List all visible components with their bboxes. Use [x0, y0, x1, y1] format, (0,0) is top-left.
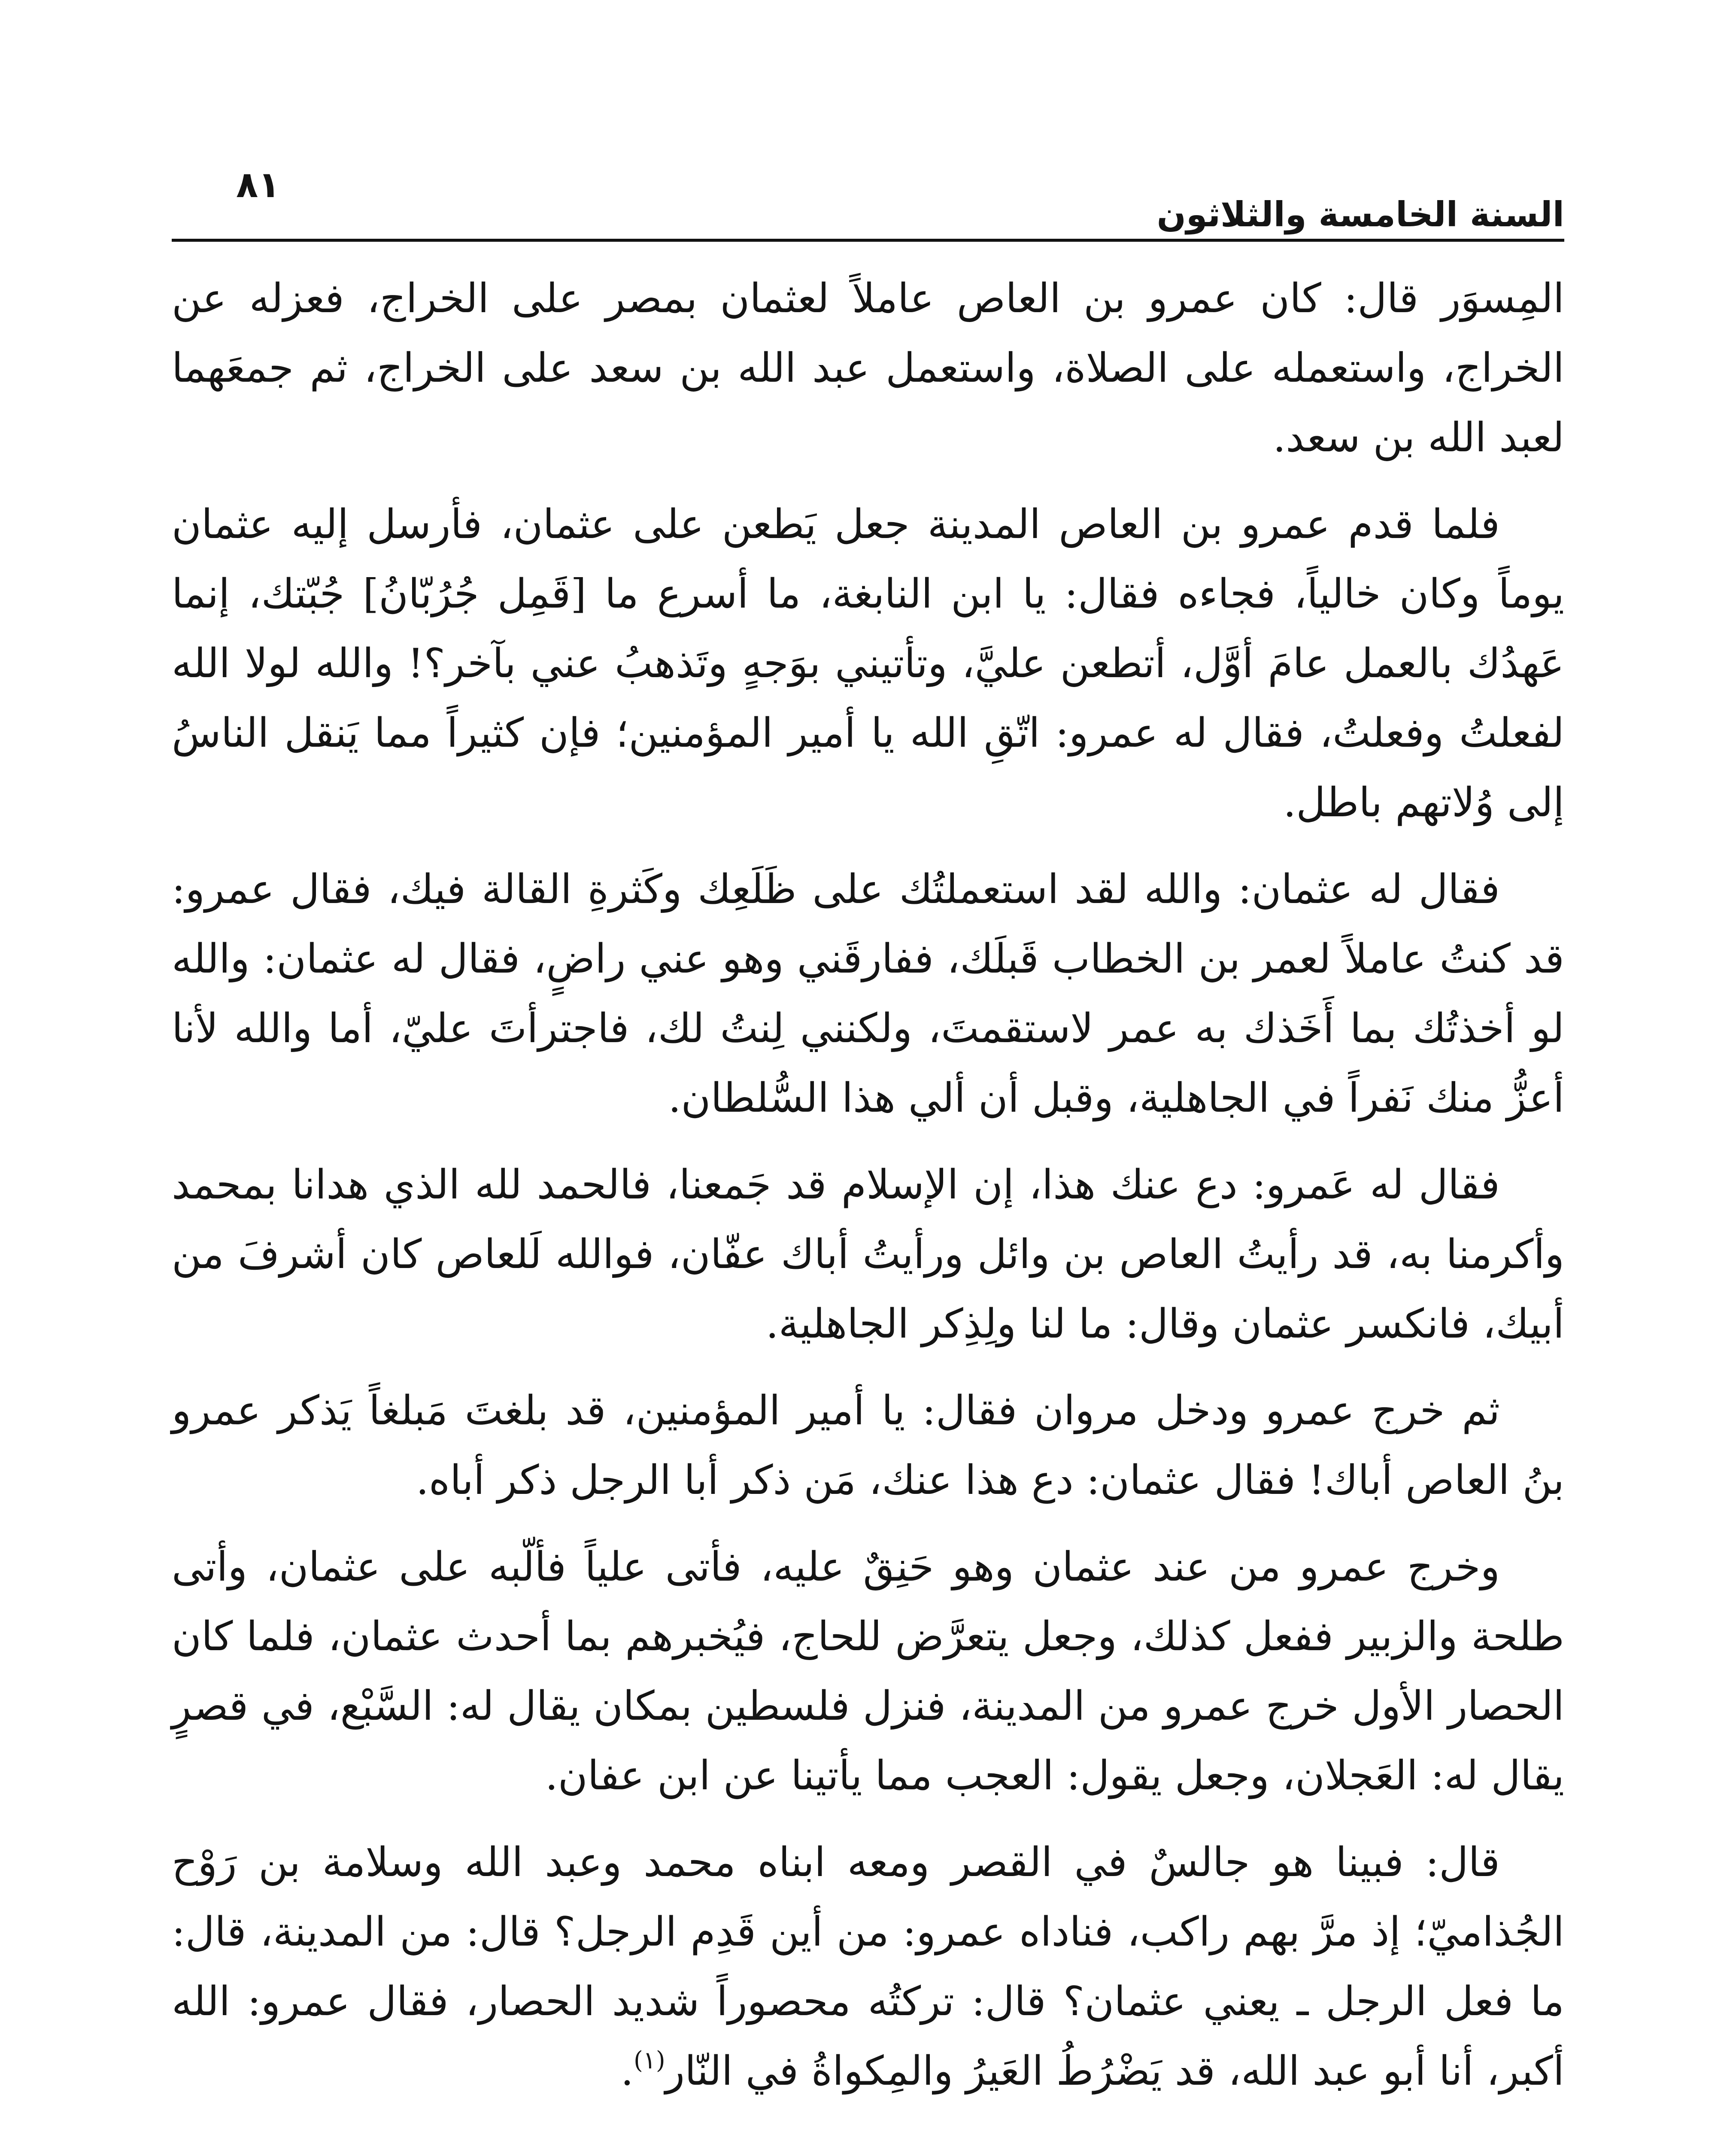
- paragraph: [172, 1828, 1564, 2106]
- paragraph-text: فقال له عَمرو: دع عنك هذا، إن الإسلام قد جَمعنا، فالحمد لله الذي هدانا بمحمد وأكرمنا به، قد رأيتُ العاص بن وائل ورأيتُ أباك عفّان، فوالله لَلعاص كان أشرفَ من أبيك، فانكسر عثمان وقال: ما لنا ولِذِكر الجاهلية.: [172, 1162, 1564, 1347]
- paragraph: [172, 855, 1564, 1133]
- paragraph-text: المِسوَر قال: كان عمرو بن العاص عاملاً لعثمان بمصر على الخراج، فعزله عن الخراج، واستعمله على الصلاة، واستعمل عبد الله بن سعد على الخراج، ثم جمعَهما لعبد الله بن سعد.: [172, 275, 1564, 461]
- header-rule: [172, 239, 1564, 242]
- paragraph-text: وخرج عمرو من عند عثمان وهو حَنِقٌ عليه، فأتى علياً فألّبه على عثمان، وأتى طلحة والزبير ففعل كذلك، وجعل يتعرَّض للحاج، فيُخبرهم بما أحدث عثمان، فلما كان الحصار الأول خرج عمرو من المدينة، فنزل فلسطين بمكان يقال له: السَّبْع، في قصرٍ يقال له: العَجلان، وجعل يقول: العجب مما يأتينا عن ابن عفان.: [172, 1544, 1564, 1799]
- paragraph: [172, 1150, 1564, 1359]
- paragraph-text: فلما قدم عمرو بن العاص المدينة جعل يَطعن على عثمان، فأرسل إليه عثمان يوماً وكان خالياً، فجاءه فقال: يا ابن النابغة، ما أسرع ما [قَمِل جُرُبّانُ] جُبّتك، إنما عَهدُك بالعمل عامَ أوَّل، أتطعن عليَّ، وتأتيني بوَجهٍ وتَذهبُ عني بآخر؟! والله لولا الله لفعلتُ وفعلتُ، فقال له عمرو: اتّقِ الله يا أمير المؤمنين؛ فإن كثيراً مما يَنقل الناسُ إلى وُلاتهم باطل.: [172, 501, 1564, 826]
- paragraph-text: ثم خرج عمرو ودخل مروان فقال: يا أمير المؤمنين، قد بلغتَ مَبلغاً يَذكر عمرو بنُ العاص أباك! فقال عثمان: دع هذا عنك، مَن ذكر أبا الرجل ذكر أباه.: [172, 1387, 1564, 1504]
- running-title: السنة الخامسة والثلاثون: [1156, 195, 1564, 234]
- paragraph: [172, 264, 1564, 473]
- paragraph-text: قال: فبينا هو جالسٌ في القصر ومعه ابناه محمد وعبد الله وسلامة بن رَوْح الجُذاميّ؛ إذ مرَّ بهم راكب، فناداه عمرو: من أين قَدِم الرجل؟ قال: من المدينة، قال: ما فعل الرجل ـ يعني عثمان؟ قال: تركتُه محصوراً شديد الحصار، فقال عمرو: الله أكبر، أنا أبو عبد الله، قد يَضْرُطُ العَيرُ والمِكواةُ في النّار: [172, 1839, 1564, 2095]
- page-number: ٨١: [236, 164, 280, 206]
- page-header: [172, 163, 1564, 240]
- paragraph: [172, 490, 1564, 838]
- paragraph: [172, 1533, 1564, 1811]
- paragraph-text: فقال له عثمان: والله لقد استعملتُك على ظَلَعِك وكَثرةِ القالة فيك، فقال عمرو: قد كنتُ عاملاً لعمر بن الخطاب قَبلَك، ففارقَني وهو عني راضٍ، فقال له عثمان: والله لو أخذتُك بما أَخَذك به عمر لاستقمتَ، ولكنني لِنتُ لك، فاجترأتَ عليّ، أما والله لأنا أعزُّ منك نَفراً في الجاهلية، وقبل أن ألي هذا السُّلطان.: [172, 866, 1564, 1122]
- body-text: [172, 264, 1564, 2123]
- paragraph: [172, 1376, 1564, 1515]
- paragraph-end: .: [621, 2048, 634, 2095]
- footnote-reference[interactable]: (١): [633, 2047, 665, 2074]
